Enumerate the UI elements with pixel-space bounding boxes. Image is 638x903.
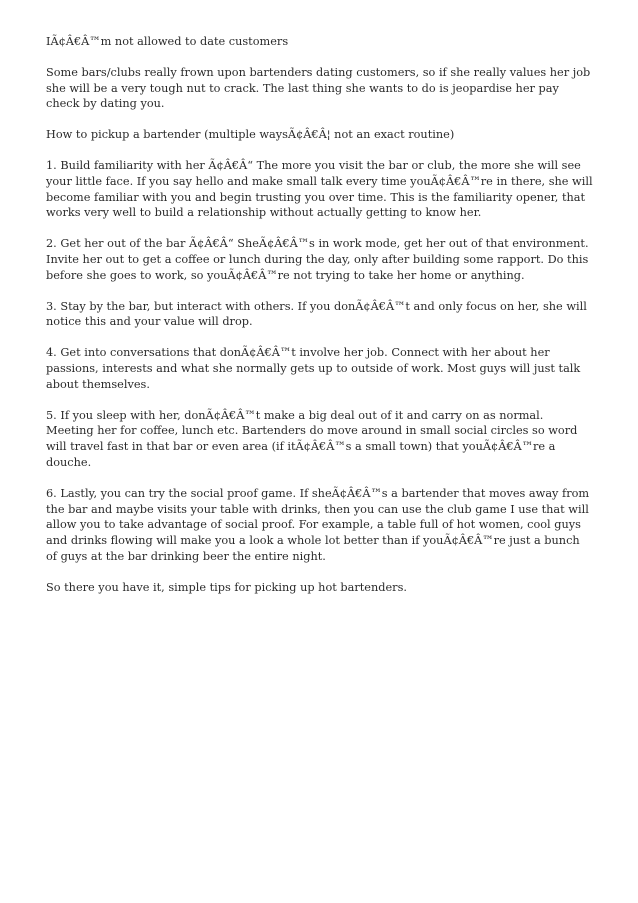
paragraph-tip-1: 1. Build familiarity with her Ã¢Â€Â“ The more you visit the bar or club, the more she will see your little face. If you say hello and make small talk every time youÃ¢Â€Â™re in there, she will become familiar with you and begin trusting you over time. This is the familiarity opener, that works very well to build a relationship without actually getting to know her. [46,158,593,220]
paragraph-conclusion: So there you have it, simple tips for picking up hot bartenders. [46,580,407,594]
paragraph-tip-3: 3. Stay by the bar, but interact with others. If you donÃ¢Â€Â™t and only focus on her, she will notice this and your value will drop. [46,299,587,329]
paragraph-tip-5: 5. If you sleep with her, donÃ¢Â€Â™t make a big deal out of it and carry on as normal. Meeting her for coffee, lunch etc. Bartenders do move around in small social circles so word will travel fast in that bar or even area (if itÃ¢Â€Â™s a small town) that youÃ¢Â€Â™re a douche. [46,408,578,469]
paragraph-intro: Some bars/clubs really frown upon bartenders dating customers, so if she really values her job she will be a very tough nut to crack. The last thing she wants to do is jeopardise her pay check by dating you. [46,65,591,111]
paragraph-tip-4: 4. Get into conversations that donÃ¢Â€Â™t involve her job. Connect with her about her passions, interests and what she normally gets up to outside of work. Most guys will just talk about themselves. [46,346,581,391]
paragraph-heading: IÃ¢Â€Â™m not allowed to date customers [46,35,289,48]
paragraph-how-to: How to pickup a bartender (multiple waysÃ¢Â€Â¦ not an exact routine) [46,128,455,142]
paragraph-tip-6: 6. Lastly, you can try the social proof game. If sheÃ¢Â€Â™s a bartender that moves away from the bar and maybe visits your table with drinks, then you can use the club game I use that will allow you to take advantage of social proof. For example, a table full of hot women, cool guys and drinks flowing will make you a look a whole lot better than if youÃ¢Â€Â™re just a bunch of guys at the bar drinking beer the entire night. [46,486,590,563]
paragraph-tip-2: 2. Get her out of the bar Ã¢Â€Â“ SheÃ¢Â€Â™s in work mode, get her out of that environment. Invite her out to get a coffee or lunch during the day, only after building some rapport. Do this before she goes to work, so youÃ¢Â€Â™re not trying to take her home or anything. [46,237,589,282]
